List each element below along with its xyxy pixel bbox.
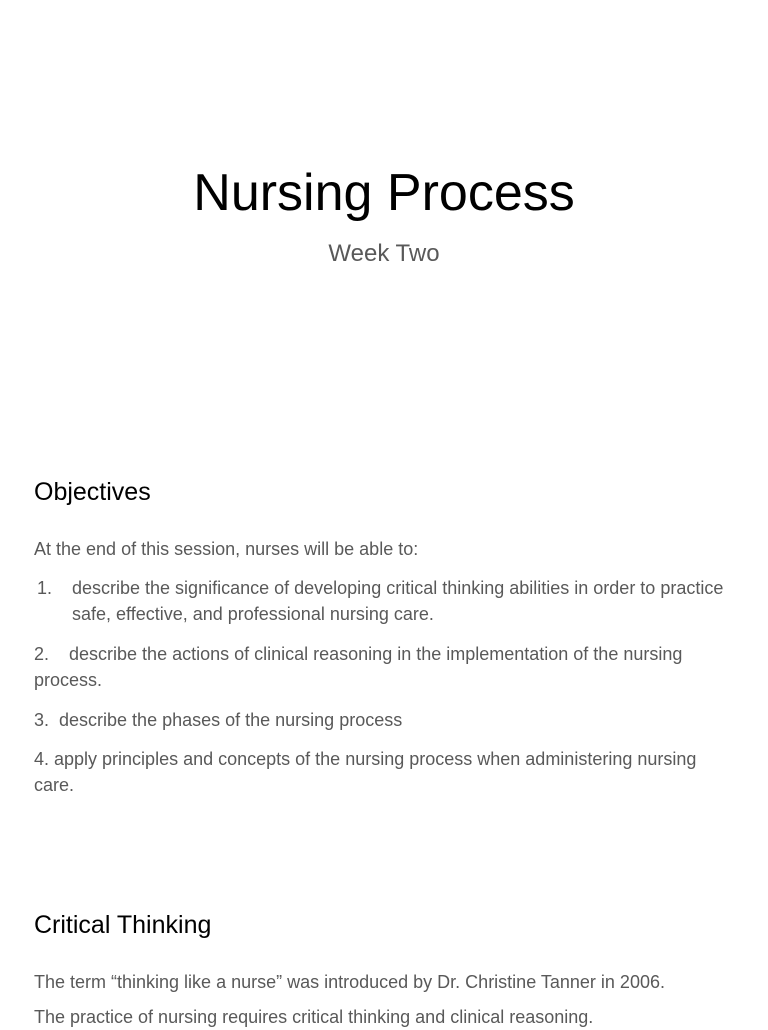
objective-item-4: 4. apply principles and concepts of the nursing process when administering nursing care. — [34, 749, 697, 795]
objective-item-2: 2. describe the actions of clinical reasoning in the implementation of the nursing process. — [34, 644, 688, 690]
critical-thinking-para-2: The practice of nursing requires critical thinking and clinical reasoning. — [34, 1007, 594, 1027]
objectives-intro: At the end of this session, nurses will be able to: — [34, 539, 419, 559]
objective-item-1 — [34, 575, 734, 627]
objective-item-1-text: describe the significance of developing critical thinking abilities in order to practice safe, effective, and professional nursing care. — [72, 578, 724, 624]
slide-subtitle: Week Two — [328, 240, 440, 267]
objective-item-3: 3. describe the phases of the nursing process — [34, 710, 403, 730]
critical-thinking-heading: Critical Thinking — [34, 911, 212, 939]
slide-title: Nursing Process — [193, 164, 575, 222]
critical-thinking-para-1: The term “thinking like a nurse” was introduced by Dr. Christine Tanner in 2006. — [34, 972, 665, 992]
objectives-heading: Objectives — [34, 478, 151, 506]
objective-item-1-number: 1. — [37, 578, 53, 598]
